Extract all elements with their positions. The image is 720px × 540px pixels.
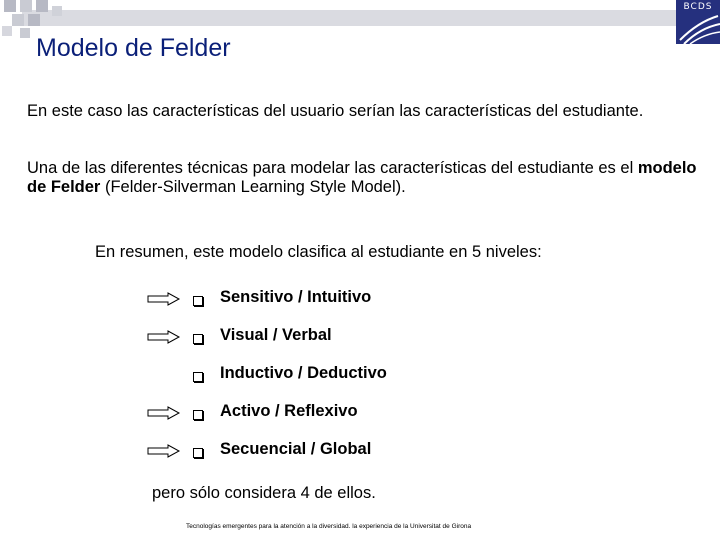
item-label: Secuencial / Global: [220, 440, 372, 458]
arrow-icon: [147, 292, 181, 306]
closing-text: pero sólo considera 4 de ellos.: [152, 484, 376, 502]
footer-text: Tecnologías emergentes para la atención a la diversidad. la experiencia de la Universitat de Girona: [186, 523, 472, 530]
logo-text: BCDS: [683, 2, 713, 12]
arrow-icon: [147, 406, 181, 420]
list-item: [0, 326, 720, 348]
checkbox-bullet-icon: [193, 372, 203, 382]
list-item: [0, 364, 720, 386]
paragraph-2-bold: modelo de Felder: [27, 159, 697, 196]
checkbox-bullet-icon: [193, 410, 203, 420]
item-label: Activo / Reflexivo: [220, 402, 358, 420]
list-item: [0, 402, 720, 424]
page-title: Modelo de Felder: [36, 34, 231, 62]
paragraph-1: En este caso las características del usuario serían las características del estudiante.: [27, 102, 644, 120]
item-label: Sensitivo / Intuitivo: [220, 288, 372, 306]
list-item: [0, 288, 720, 310]
bcds-logo: [676, 0, 720, 44]
checkbox-bullet-icon: [193, 448, 203, 458]
arrow-icon: [147, 444, 181, 458]
item-label: Inductivo / Deductivo: [220, 364, 387, 382]
arrow-icon: [147, 330, 181, 344]
item-label: Visual / Verbal: [220, 326, 332, 344]
checkbox-bullet-icon: [193, 334, 203, 344]
paragraph-2: [27, 159, 707, 197]
paragraph-2-text-start: Una de las diferentes técnicas para modelar las características del estudiante es el: [27, 159, 638, 177]
list-item: [0, 440, 720, 462]
paragraph-2-text-end: (Felder-Silverman Learning Style Model).: [100, 178, 406, 196]
checkbox-bullet-icon: [193, 296, 203, 306]
summary-text: En resumen, este modelo clasifica al estudiante en 5 niveles:: [95, 243, 542, 261]
